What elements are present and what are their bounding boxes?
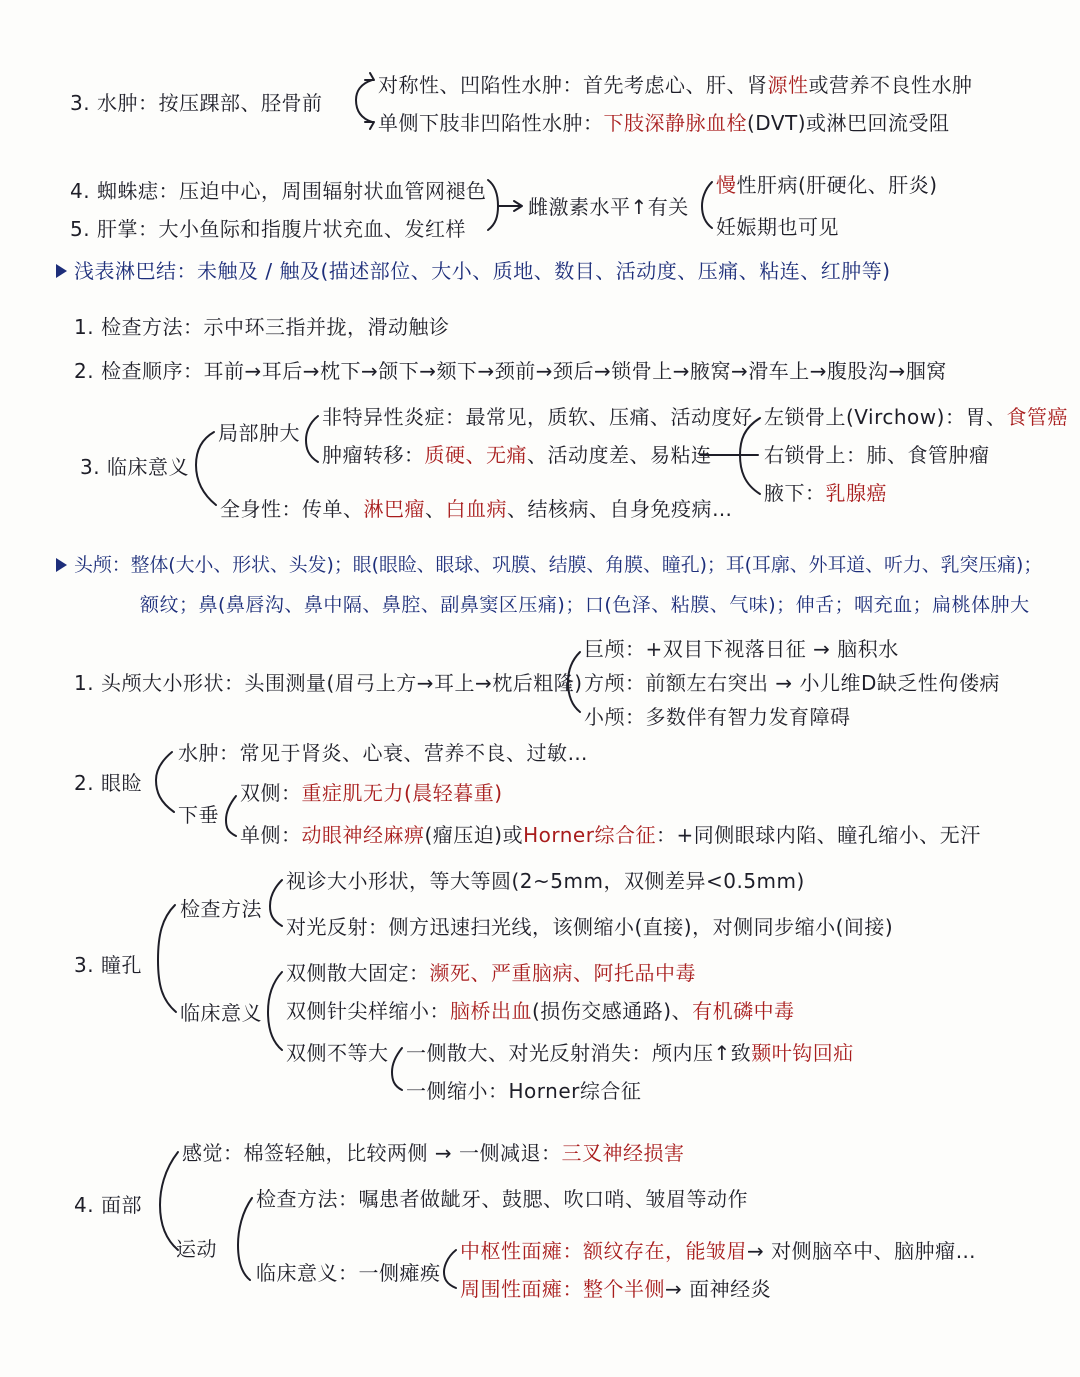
pupil-method-light: 对光反射：侧方迅速扫光线，该侧缩小(直接)，对侧同步缩小(间接) [286, 915, 894, 939]
edema-unilateral: 单侧下肢非凹陷性水肿：下肢深静脉血栓(DVT)或淋巴回流受阻 [378, 111, 950, 135]
edema-heading: 3. 水肿：按压踝部、胫骨前 [70, 91, 323, 115]
face-motor-significance: 临床意义：一侧瘫痪 [256, 1261, 441, 1285]
lymph-axilla: 腋下：乳腺癌 [764, 481, 887, 505]
eyelid-edema: 水肿：常见于肾炎、心衰、营养不良、过敏… [178, 741, 588, 765]
square-skull: 方颅：前额左右突出 → 小儿维D缺乏性佝偻病 [584, 671, 1000, 695]
lymph-order: 2. 检查顺序：耳前→耳后→枕下→颌下→颏下→颈前→颈后→锁骨上→腋窝→滑车上→腹股沟→腘窝 [74, 359, 947, 383]
pupil-pinpoint: 双侧针尖样缩小：脑桥出血(损伤交感通路)、有机磷中毒 [286, 999, 795, 1023]
pupil-method-inspect: 视诊大小形状，等大等圆(2~5mm，双侧差异<0.5mm) [286, 869, 805, 893]
lymph-local: 局部肿大 [218, 421, 300, 445]
head-title-2: 额纹；鼻(鼻唇沟、鼻中隔、鼻腔、副鼻窦区压痛)；口(色泽、粘膜、气味)；伸舌；咽充血；扁桃体肿大 [140, 594, 1030, 616]
bullet-icon [56, 558, 67, 572]
lymph-nonspecific: 非特异性炎症：最常见，质软、压痛、活动度好 [322, 405, 753, 429]
pupil-significance: 临床意义 [180, 1001, 262, 1025]
edema-symmetric: 对称性、凹陷性水肿：首先考虑心、肝、肾源性或营养不良性水肿 [378, 73, 973, 97]
face-motor-method: 检查方法：嘱患者做龇牙、鼓腮、吹口哨、皱眉等动作 [256, 1187, 748, 1211]
pupil-unequal-constricted: 一侧缩小：Horner综合征 [406, 1079, 642, 1103]
eyelid-heading: 2. 眼睑 [74, 771, 142, 795]
lymph-clinical: 3. 临床意义 [80, 455, 189, 479]
face-heading: 4. 面部 [74, 1193, 142, 1217]
lymph-left-clavicle: 左锁骨上(Virchow)：胃、食管癌 [764, 405, 1068, 429]
ptosis-unilateral: 单侧：动眼神经麻痹(瘤压迫)或Horner综合征：+同侧眼球内陷、瞳孔缩小、无汗 [240, 823, 981, 847]
lymph-systemic: 全身性：传单、淋巴瘤、白血病、结核病、自身免疫病… [220, 497, 733, 521]
head-title-1: 头颅：整体(大小、形状、头发)；眼(眼睑、眼球、巩膜、结膜、角膜、瞳孔)；耳(耳廓、外耳道、听力、乳突压痛)； [74, 554, 1043, 576]
chronic-liver-disease: 慢性肝病(肝硬化、肝炎) [716, 173, 938, 197]
lymph-method: 1. 检查方法：示中环三指并拢，滑动触诊 [74, 315, 450, 339]
pupil-unequal: 双侧不等大 [286, 1041, 389, 1065]
pregnancy-note: 妊娠期也可见 [716, 215, 839, 239]
peripheral-facial-palsy: 周围性面瘫：整个半侧→ 面神经炎 [460, 1277, 772, 1301]
liver-palm-line: 5. 肝掌：大小鱼际和指腹片状充血、发红样 [70, 217, 466, 241]
lymph-right-clavicle: 右锁骨上：肺、食管肿瘤 [764, 443, 990, 467]
lymph-title: 浅表淋巴结：未触及 / 触及(描述部位、大小、质地、数目、活动度、压痛、粘连、红肿等) [74, 259, 891, 283]
central-facial-palsy: 中枢性面瘫：额纹存在，能皱眉→ 对侧脑卒中、脑肿瘤… [460, 1239, 977, 1263]
pupil-unequal-dilated: 一侧散大、对光反射消失：颅内压↑致颞叶钩回疝 [406, 1041, 854, 1065]
lymph-tumor: 肿瘤转移：质硬、无痛、活动度差、易粘连 [322, 443, 712, 467]
pupil-dilated: 双侧散大固定：濒死、严重脑病、阿托品中毒 [286, 961, 696, 985]
estrogen-note: 雌激素水平↑有关 [528, 195, 689, 219]
ptosis-bilateral: 双侧：重症肌无力(晨轻暮重) [240, 781, 503, 805]
spider-nevus-line: 4. 蜘蛛痣：压迫中心，周围辐射状血管网褪色 [70, 179, 487, 203]
small-skull: 小颅：多数伴有智力发育障碍 [584, 705, 851, 729]
head-size: 1. 头颅大小形状：头围测量(眉弓上方→耳上→枕后粗隆) [74, 671, 583, 695]
face-sensation: 感觉：棉签轻触，比较两侧 → 一侧减退：三叉神经损害 [182, 1141, 685, 1165]
face-motor: 运动 [176, 1237, 217, 1261]
pupil-method: 检查方法 [180, 897, 262, 921]
bullet-icon [56, 264, 67, 278]
giant-skull: 巨颅：+双目下视落日征 → 脑积水 [584, 637, 899, 661]
eyelid-ptosis: 下垂 [178, 803, 219, 827]
pupil-heading: 3. 瞳孔 [74, 953, 142, 977]
